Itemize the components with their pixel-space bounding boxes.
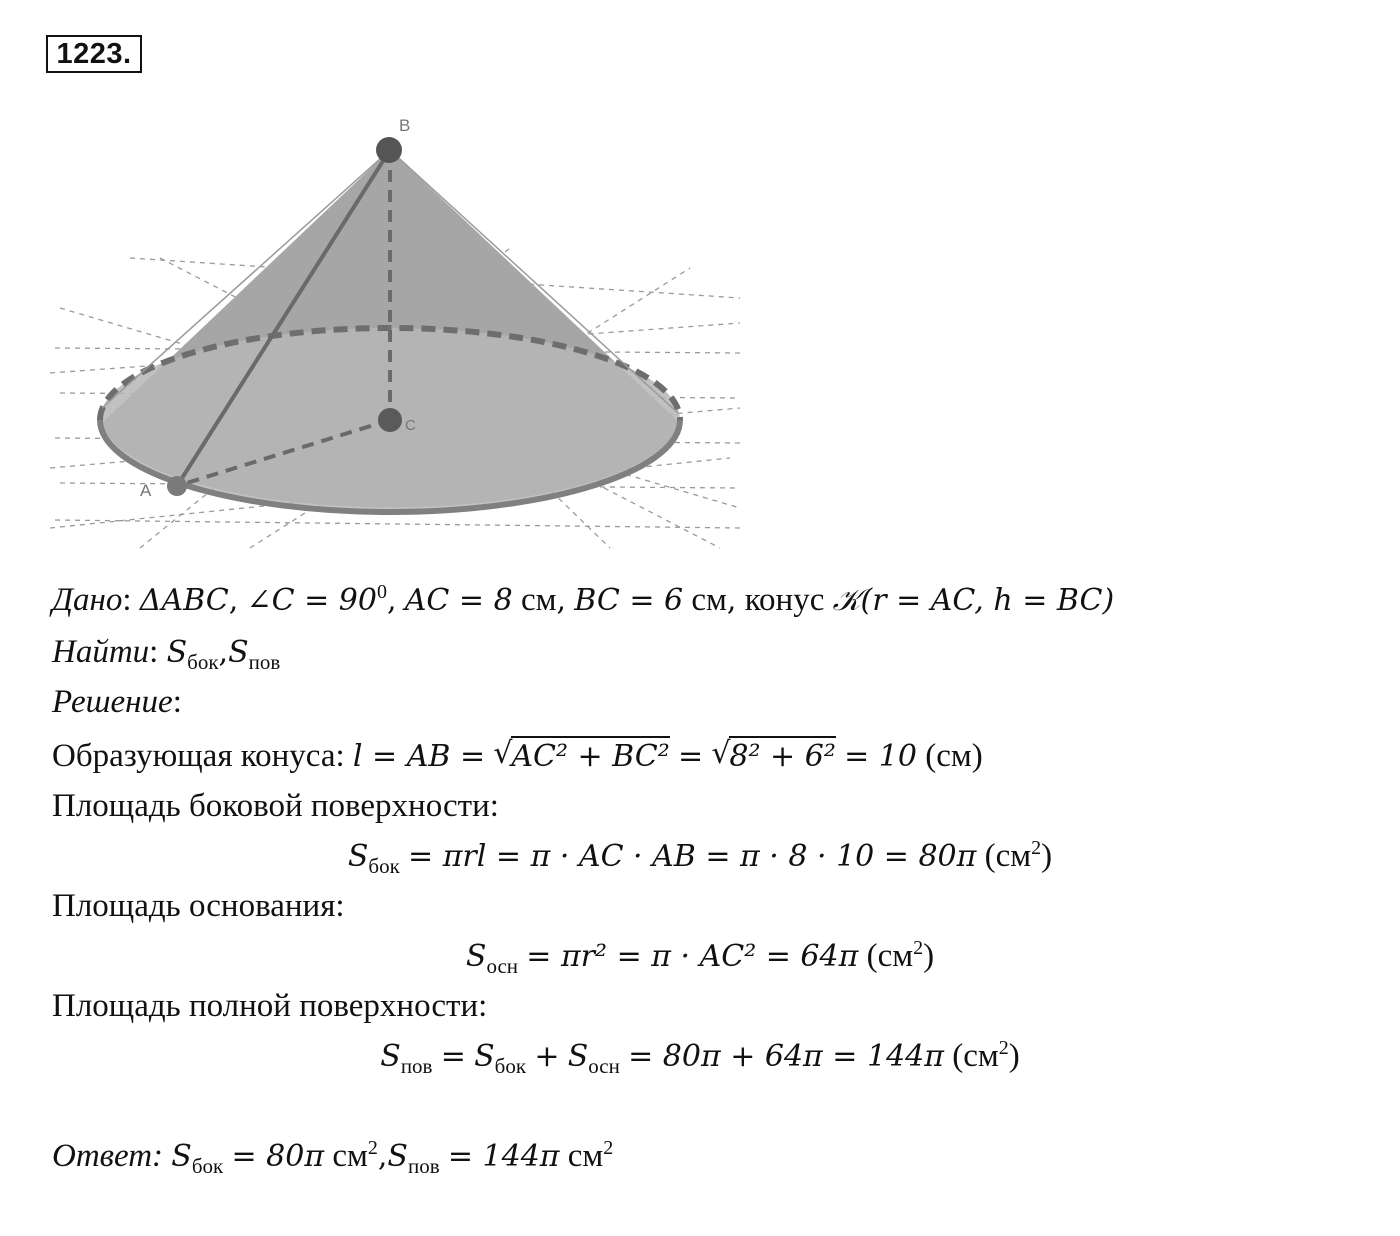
label-c: C xyxy=(405,417,416,434)
cone-word: конус xyxy=(744,582,825,618)
cone-expression: 𝒦(r = AC, h = BC) xyxy=(832,583,1115,618)
angle-c: ∠C = 90 xyxy=(246,583,377,618)
ac-value: AC = 8 xyxy=(404,583,513,618)
bc-value: BC = 6 xyxy=(574,583,684,618)
triangle-abc: ΔABC xyxy=(139,583,229,618)
solution-label-line: Решение: xyxy=(52,684,182,720)
answer-line: Ответ: $S_{бок} = 80\pi$ $см^2,S_{пов} = 144\pi$ $см^2$ xyxy=(52,1137,614,1178)
total-formula: $S_{пов} = S_{бок} + S_{осн} = 80\pi + 64\pi = 144\pi$ $(см^2)$ xyxy=(380,1037,1020,1078)
point-b xyxy=(376,137,402,163)
problem-number: 1223. xyxy=(46,35,142,73)
lateral-formula: $S_{бок} = \pi rl = \pi$ · AC · AB = π · 8 · 10 = 80π $(см^2)$ xyxy=(347,837,1053,878)
cone-figure xyxy=(50,108,750,558)
find-line: Найти: $S_{бок},S_{пов}$ xyxy=(52,634,281,674)
label-a: A xyxy=(140,481,152,500)
label-b: B xyxy=(399,116,411,135)
point-c xyxy=(378,408,402,432)
sqrt-numbers: √ 8² + 6² xyxy=(711,736,836,774)
generatrix-line: Образующая конуса: l = AB = √ AC² + BC² = √ 8² + 6² = 10 (см) xyxy=(52,736,983,777)
point-a xyxy=(167,476,187,496)
answer-label: Ответ: xyxy=(52,1138,164,1174)
given-line: Дано: ΔABC, ∠C = $90^0$, AC = 8 см, BC = 6 см, конус 𝒦(r = AC, h = BC) xyxy=(52,581,1115,618)
total-heading: Площадь полной поверхности: xyxy=(52,988,488,1024)
base-formula: $S_{осн} = \pi r^2 = \pi \cdot AC^2 = 64\pi$ $(см^2)$ xyxy=(465,937,935,978)
given-label: Дано xyxy=(52,582,123,618)
generatrix-text: Образующая конуса: xyxy=(52,738,345,774)
lateral-heading: Площадь боковой поверхности: xyxy=(52,788,499,824)
find-label: Найти xyxy=(52,634,150,670)
solution-label: Решение xyxy=(52,684,173,720)
base-heading: Площадь основания: xyxy=(52,888,345,924)
sqrt-ac-bc: √ AC² + BC² xyxy=(493,736,670,774)
